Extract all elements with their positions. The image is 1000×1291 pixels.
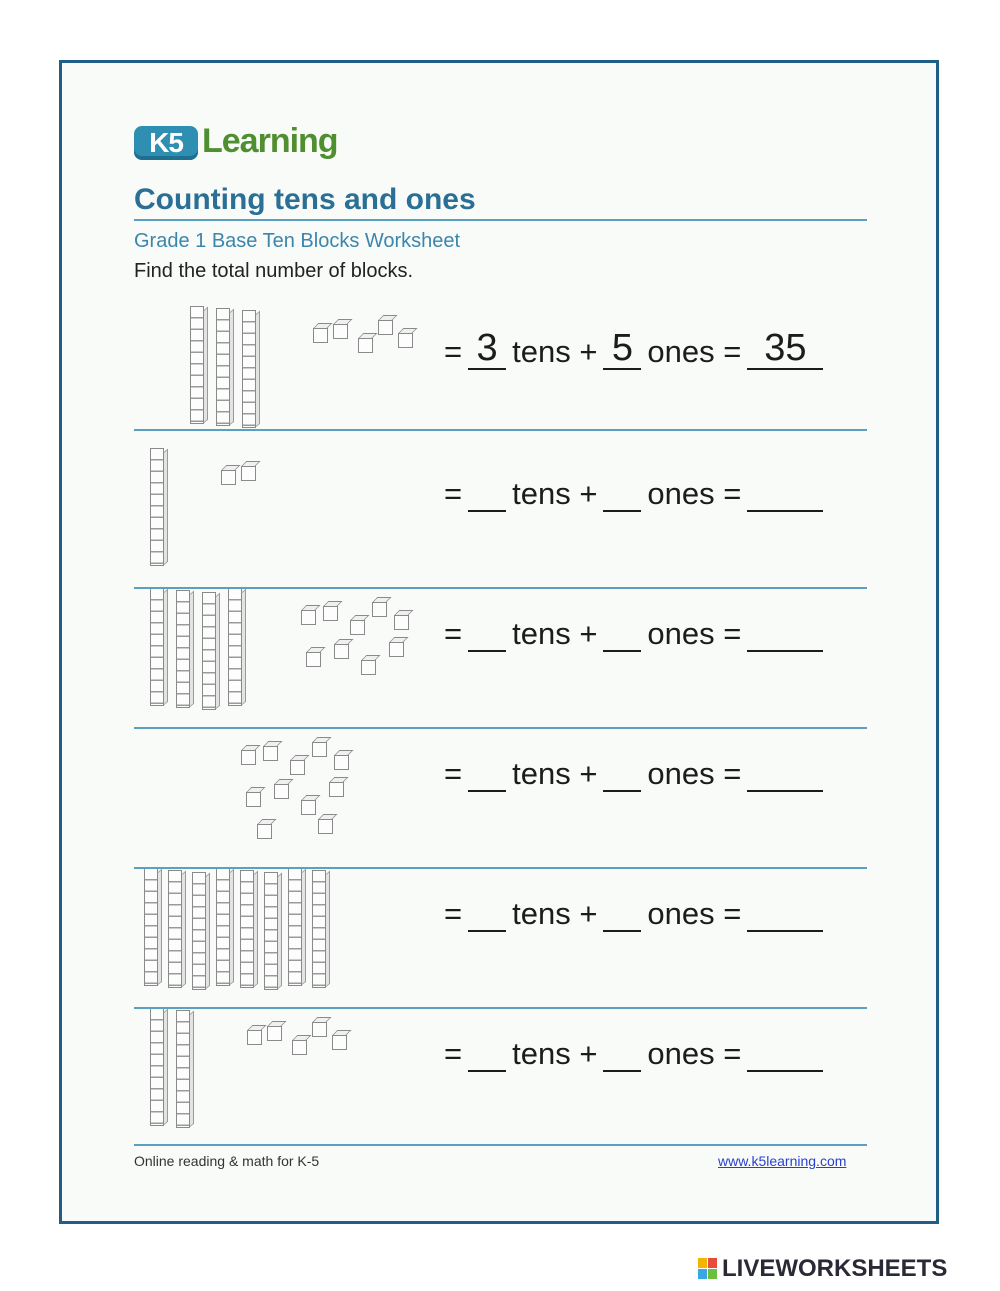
one-cube [334,755,349,770]
ones-answer-blank[interactable] [603,1032,641,1072]
one-cube [312,742,327,757]
liveworksheets-text: LIVEWORKSHEETS [722,1255,948,1282]
one-cube [241,466,256,481]
one-cube [329,782,344,797]
tens-label: tens + [512,476,598,511]
tens-answer-blank[interactable] [468,892,506,932]
one-cube [378,320,393,335]
ten-rod [228,588,242,706]
one-cube [221,470,236,485]
instruction-text: Find the total number of blocks. [134,260,414,282]
total-answer-blank[interactable] [747,892,823,932]
one-cube [398,333,413,348]
ten-rod [216,868,230,986]
ten-rod [150,448,164,566]
tens-label: tens + [512,1036,598,1071]
problem-row [134,852,867,992]
problem-row [134,290,867,430]
footer-link[interactable]: www.k5learning.com [718,1153,847,1169]
ten-rod [312,870,326,988]
one-cube [241,750,256,765]
title-divider [134,219,867,221]
logo-word: Learning [202,122,338,160]
ones-label: ones = [647,1036,742,1071]
one-cube [323,606,338,621]
tens-answer-blank[interactable] [468,752,506,792]
ten-rod [288,868,302,986]
tens-label: tens + [512,334,598,369]
ten-rod [176,590,190,708]
row-divider [134,867,867,869]
ten-rod [144,868,158,986]
ten-rod [242,310,256,428]
tens-label: tens + [512,756,598,791]
equals-sign: = [444,476,463,511]
one-cube [389,642,404,657]
page-title: Counting tens and ones [134,183,476,216]
problem-row [134,992,867,1132]
one-cube [333,324,348,339]
ten-rod [264,872,278,990]
equation [444,892,829,932]
liveworksheets-icon [698,1258,718,1280]
ones-answer-blank[interactable] [603,612,641,652]
ones-label: ones = [647,616,742,651]
one-cube [312,1022,327,1037]
one-cube [306,652,321,667]
equals-sign: = [444,1036,463,1071]
one-cube [372,602,387,617]
tens-answer-blank[interactable]: 3 [468,330,506,370]
footer-divider [134,1144,867,1146]
ones-label: ones = [647,334,742,369]
one-cube [267,1026,282,1041]
base-ten-blocks [134,290,434,430]
one-cube [292,1040,307,1055]
one-cube [332,1035,347,1050]
logo-badge: K5 [134,126,198,160]
ten-rod [192,872,206,990]
one-cube [394,615,409,630]
equals-sign: = [444,896,463,931]
equals-sign: = [444,334,463,369]
row-divider [134,727,867,729]
total-answer-blank[interactable] [747,1032,823,1072]
tens-answer-blank[interactable] [468,472,506,512]
liveworksheets-brand [698,1254,947,1284]
one-cube [246,792,261,807]
ten-rod [150,1008,164,1126]
equation [444,472,829,512]
ten-rod [168,870,182,988]
one-cube [290,760,305,775]
total-answer-blank[interactable] [747,612,823,652]
ten-rod [190,306,204,424]
page-subtitle: Grade 1 Base Ten Blocks Worksheet [134,230,461,252]
equation [444,327,829,370]
one-cube [313,328,328,343]
one-cube [263,746,278,761]
base-ten-blocks [134,432,434,572]
one-cube [301,800,316,815]
ones-label: ones = [647,896,742,931]
base-ten-blocks [134,712,434,852]
ten-rod [176,1010,190,1128]
ones-answer-blank[interactable] [603,752,641,792]
ten-rod [202,592,216,710]
total-answer-blank[interactable]: 35 [747,330,823,370]
row-divider [134,1007,867,1009]
problem-row [134,432,867,572]
ones-answer-blank[interactable] [603,472,641,512]
one-cube [318,819,333,834]
ones-answer-blank[interactable]: 5 [603,330,641,370]
tens-answer-blank[interactable] [468,1032,506,1072]
one-cube [274,784,289,799]
equation [444,612,829,652]
tens-answer-blank[interactable] [468,612,506,652]
one-cube [247,1030,262,1045]
total-answer-blank[interactable] [747,472,823,512]
one-cube [334,644,349,659]
row-divider [134,587,867,589]
one-cube [301,610,316,625]
ten-rod [216,308,230,426]
problem-row [134,712,867,852]
footer-tagline: Online reading & math for K-5 [134,1153,320,1169]
equals-sign: = [444,616,463,651]
tens-label: tens + [512,896,598,931]
one-cube [350,620,365,635]
ten-rod [240,870,254,988]
problem-row [134,572,867,712]
equals-sign: = [444,756,463,791]
base-ten-blocks [134,992,434,1132]
ones-label: ones = [647,476,742,511]
equation [444,1032,829,1072]
one-cube [361,660,376,675]
total-answer-blank[interactable] [747,752,823,792]
ten-rod [150,588,164,706]
equation [444,752,829,792]
ones-answer-blank[interactable] [603,892,641,932]
one-cube [358,338,373,353]
tens-label: tens + [512,616,598,651]
row-divider [134,429,867,431]
base-ten-blocks [134,852,434,992]
one-cube [257,824,272,839]
ones-label: ones = [647,756,742,791]
base-ten-blocks [134,572,434,712]
